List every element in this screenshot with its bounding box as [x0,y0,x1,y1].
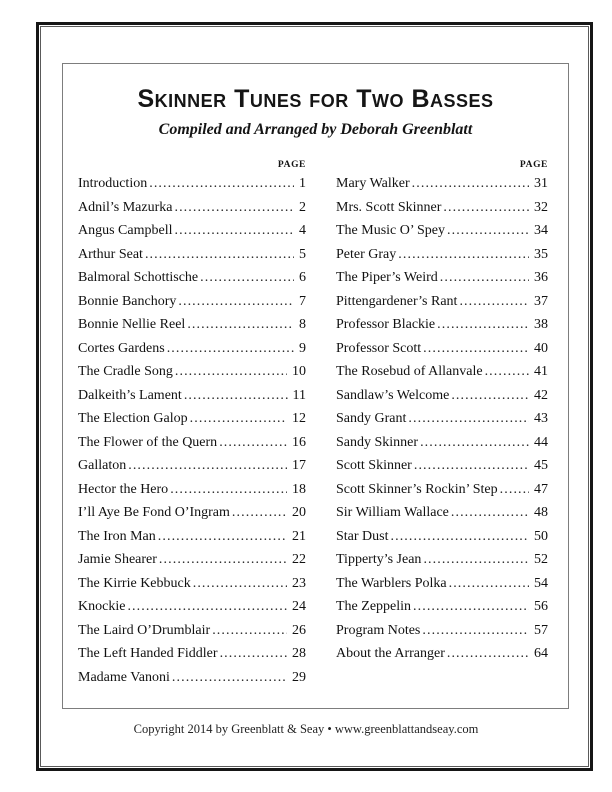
toc-entry-title: Pittengardener’s Rant [336,293,458,309]
toc-entry-title: Sandlaw’s Welcome [336,387,450,403]
dot-leader [184,384,288,408]
dot-leader [413,595,529,619]
dot-leader [219,431,287,455]
toc-entry-page: 5 [299,246,306,262]
dot-leader [158,525,287,549]
toc-entry [336,642,548,666]
toc-entry [336,266,548,290]
toc-entry [336,407,548,431]
toc-entry-page: 1 [299,176,306,191]
toc-entry [78,196,306,220]
toc-column-right [336,158,548,689]
toc-entry-page: 48 [534,505,548,520]
toc-entry [78,219,306,243]
toc-entry [336,337,548,361]
toc-entry-title: The Rosebud of Allanvale [336,364,483,379]
dot-leader [440,266,529,290]
toc-entry-page: 16 [292,434,306,450]
toc-entry-title: Tipperty’s Jean [336,552,422,567]
toc-entry-title: Sir William Wallace [336,505,449,520]
dot-leader [412,172,529,196]
toc-entry [78,548,306,572]
toc-entry-page: 2 [299,199,306,215]
toc-entry-title: Peter Gray [336,246,397,262]
toc-entry-page: 10 [292,364,306,379]
dot-leader [447,219,529,243]
book-title: Skinner Tunes for Two Basses [137,85,494,113]
toc-entry-title: Madame Vanoni [78,669,170,685]
toc-entry-page: 38 [534,317,548,332]
toc-entry-page: 57 [534,622,548,638]
toc-entry-page: 37 [534,293,548,309]
dot-leader [145,243,294,267]
dot-leader [212,619,287,643]
toc-entry-page: 6 [299,270,306,285]
toc-entry [78,595,306,619]
toc-entry-page: 7 [299,293,306,309]
toc-entry-page: 40 [534,340,548,356]
toc-entry-page: 18 [292,481,306,497]
toc-entry-page: 43 [534,411,548,426]
toc-entry-title: The Election Galop [78,411,188,426]
dot-leader [437,313,529,337]
toc-entry-page: 24 [292,599,306,614]
dot-leader [172,666,287,690]
toc-entry-title: Cortes Gardens [78,340,165,356]
toc-entry-title: The Kirrie Kebbuck [78,575,191,591]
toc-entry-title: Jamie Shearer [78,552,157,567]
toc-entry [336,313,548,337]
dot-leader [220,642,287,666]
toc-entry [336,595,548,619]
toc-entry [336,243,548,267]
toc-entry-title: Knockie [78,599,126,614]
toc-entry-page: 28 [292,646,306,661]
dot-leader [200,266,294,290]
toc-entry-title: Hector the Hero [78,481,169,497]
toc-entry-page: 4 [299,223,306,238]
toc-entry-page: 41 [534,364,548,379]
toc-entry-page: 29 [292,669,306,685]
toc-entry [336,196,548,220]
dot-leader [149,172,294,196]
toc-entry [78,478,306,502]
toc-entry-page: 11 [292,387,306,403]
dot-leader [408,407,529,431]
toc-entry-page: 36 [534,270,548,285]
toc-entry-page: 23 [292,575,306,591]
toc-entry [336,548,548,572]
toc-entry [78,407,306,431]
toc-entry-title: Scott Skinner’s Rockin’ Step [336,481,498,497]
toc-entry-page: 56 [534,599,548,614]
toc-entry-title: The Piper’s Weird [336,270,438,285]
toc-entry [78,290,306,314]
toc-entry [336,501,548,525]
toc-entry-page: 17 [292,458,306,473]
toc-entry-title: The Music O’ Spey [336,223,445,238]
toc-entry-title: Mary Walker [336,176,410,191]
page-column-header-left: PAGE [277,160,306,170]
toc-entry-page: 8 [299,317,306,332]
book-subtitle: Compiled and Arranged by Deborah Greenblatt [158,121,473,138]
toc-entry-title: The Laird O’Drumblair [78,622,211,638]
dot-leader [423,337,529,361]
toc-entry-title: The Cradle Song [78,364,173,379]
toc-entry-page: 47 [534,481,548,497]
toc-content-box [62,63,569,709]
dot-leader [128,454,287,478]
toc-entry [336,525,548,549]
toc-entry-page: 9 [299,340,306,356]
toc-entry-title: The Left Handed Fiddler [78,646,218,661]
dot-leader [170,478,287,502]
toc-entry-title: Introduction [78,176,148,191]
dot-leader [178,290,294,314]
toc-entry [78,384,306,408]
toc-entry-page: 52 [534,552,548,567]
toc-entry [336,360,548,384]
dot-leader [398,243,529,267]
dot-leader [175,360,287,384]
dot-leader [423,548,529,572]
dot-leader [127,595,287,619]
toc-entry-title: Professor Scott [336,340,422,356]
toc-entry-page: 32 [534,199,548,215]
toc-entry-page: 54 [534,575,548,591]
dot-leader [190,407,287,431]
dot-leader [420,431,529,455]
toc-entry-title: Arthur Seat [78,246,143,262]
toc-entry-title: Angus Campbell [78,223,173,238]
toc-entry-title: Star Dust [336,528,389,544]
toc-rows-left [78,172,306,689]
toc-entry-title: Adnil’s Mazurka [78,199,173,215]
dot-leader [485,360,529,384]
toc-entry [78,666,306,690]
toc-entry-title: About the Arranger [336,646,445,661]
toc-entry-page: 50 [534,528,548,544]
toc-entry-title: Professor Blackie [336,317,436,332]
toc-entry [336,384,548,408]
dot-leader [447,642,529,666]
dot-leader [391,525,530,549]
toc-entry [78,454,306,478]
dot-leader [459,290,529,314]
toc-entry [336,478,548,502]
toc-entry [336,172,548,196]
toc-entry-title: Balmoral Schottische [78,270,199,285]
footer-copyright: Copyright 2014 by Greenblatt & Seay • www.greenblattandseay.com [133,722,479,736]
dot-leader [451,501,529,525]
toc-entry-title: Gallaton [78,458,127,473]
toc-entry-page: 26 [292,622,306,638]
toc-entry-title: The Zeppelin [336,599,412,614]
dot-leader [167,337,294,361]
toc-entry [78,525,306,549]
toc-rows-right [336,172,548,666]
toc-entry-title: Sandy Grant [336,411,407,426]
dot-leader [422,619,529,643]
toc-entry-page: 64 [534,646,548,661]
toc-entry [336,454,548,478]
toc-entry [78,337,306,361]
dot-leader [443,196,529,220]
toc-entry [336,290,548,314]
toc-entry [336,219,548,243]
dot-leader [193,572,287,596]
dot-leader [159,548,287,572]
toc-entry-page: 35 [534,246,548,262]
dot-leader [174,196,294,220]
toc-entry-title: The Iron Man [78,528,156,544]
toc-entry [78,619,306,643]
toc-entry [336,619,548,643]
toc-entry-page: 21 [292,528,306,544]
toc-entry [336,431,548,455]
toc-entry-page: 42 [534,387,548,403]
toc-entry-page: 20 [292,505,306,520]
toc-entry-page: 45 [534,458,548,473]
dot-leader [500,478,529,502]
toc-entry-page: 44 [534,434,548,450]
toc-entry-page: 12 [292,411,306,426]
dot-leader [451,384,529,408]
toc-entry [78,360,306,384]
toc-entry-title: The Warblers Polka [336,575,447,591]
toc-entry [78,172,306,196]
toc-entry [78,313,306,337]
page-column-header-right: PAGE [519,160,548,170]
toc-columns [63,158,568,689]
toc-entry-title: Sandy Skinner [336,434,419,450]
toc-entry [78,243,306,267]
dot-leader [187,313,294,337]
toc-entry-title: I’ll Aye Be Fond O’Ingram [78,505,230,520]
toc-column-left [78,158,306,689]
toc-entry-page: 31 [534,176,548,191]
dot-leader [449,572,529,596]
toc-entry-title: Scott Skinner [336,458,412,473]
toc-entry [78,501,306,525]
toc-entry [78,572,306,596]
toc-entry-title: Bonnie Banchory [78,293,177,309]
toc-entry-title: Bonnie Nellie Reel [78,317,186,332]
toc-entry-page: 34 [534,223,548,238]
toc-entry [78,266,306,290]
toc-entry [78,642,306,666]
toc-entry [78,431,306,455]
toc-entry-title: Dalkeith’s Lament [78,387,182,403]
dot-leader [232,501,287,525]
toc-entry-title: Mrs. Scott Skinner [336,199,442,215]
toc-entry-page: 22 [292,552,306,567]
toc-entry-title: The Flower of the Quern [78,434,218,450]
toc-entry-title: Program Notes [336,622,421,638]
dot-leader [414,454,529,478]
dot-leader [175,219,295,243]
toc-entry [336,572,548,596]
